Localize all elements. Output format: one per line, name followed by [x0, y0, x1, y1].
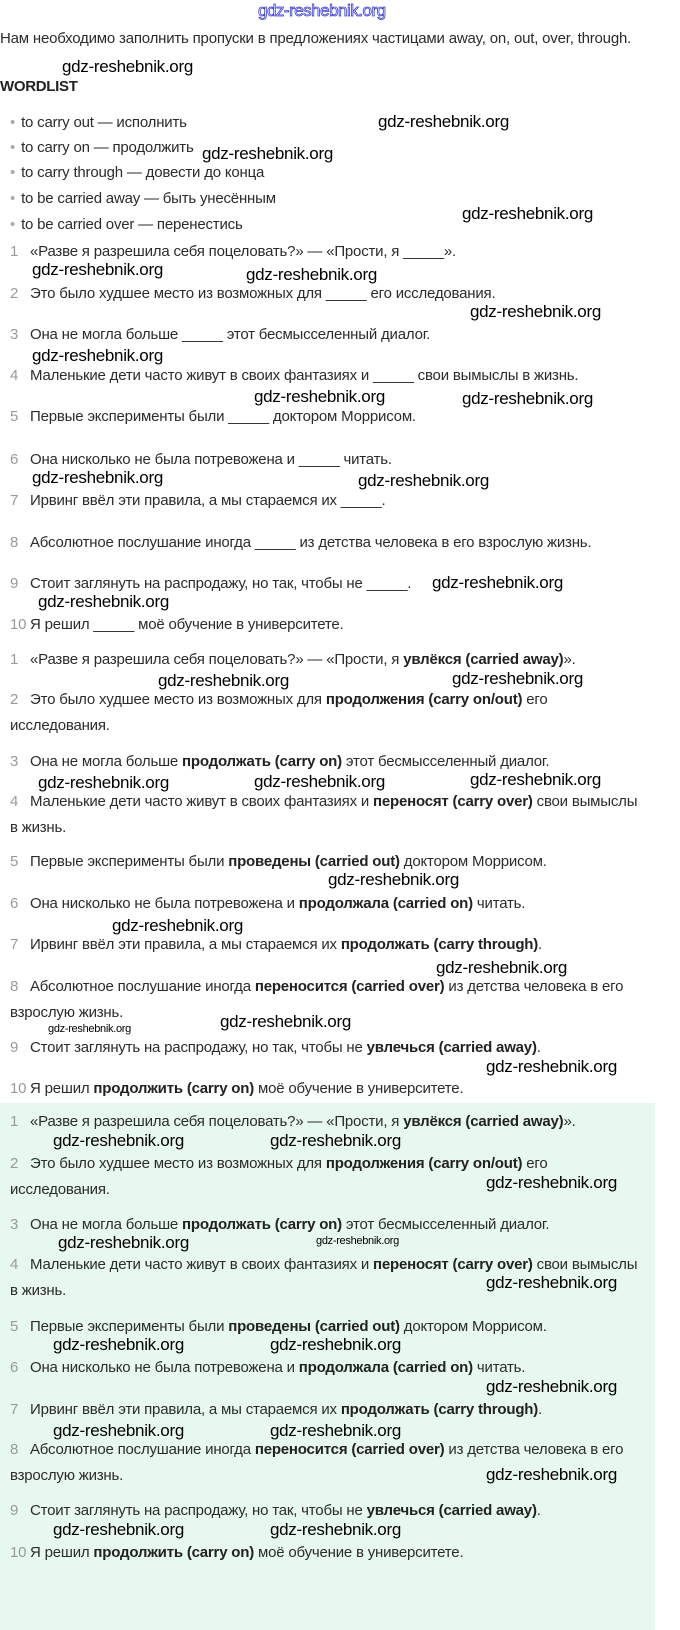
site-logo: gdz-reshebnik.org [258, 1, 386, 20]
answer-text-after: из детства человека в его взрослую жизнь. [10, 1441, 624, 1484]
item-number: 2 [10, 1155, 19, 1172]
item-text: Это было худшее место из возможных для _____ его исследования. [30, 285, 496, 302]
answer-text-before: Стоит заглянуть на распродажу, но так, чтобы не [30, 1502, 367, 1519]
watermark: gdz-reshebnik.org [202, 144, 333, 163]
answer-highlight: продолжения (carry on/out) [325, 1155, 523, 1172]
answer-text-after: моё обучение в университете. [254, 1080, 464, 1097]
watermark: gdz-reshebnik.org [220, 1012, 351, 1031]
answer-highlight: продолжала (carried on) [298, 895, 473, 912]
watermark: gdz-reshebnik.org [486, 1465, 617, 1484]
answer-text-before: «Разве я разрешила себя поцеловать?» — «Прости, я [30, 1113, 404, 1130]
watermark: gdz-reshebnik.org [436, 958, 567, 977]
item-number: 7 [10, 936, 19, 953]
watermark: gdz-reshebnik.org [486, 1173, 617, 1192]
answer-highlight: продолжить (carry on) [93, 1080, 255, 1097]
watermark: gdz-reshebnik.org [462, 389, 593, 408]
watermark: gdz-reshebnik.org [53, 1131, 184, 1150]
answer-text-before: Я решил [30, 1544, 94, 1561]
watermark: gdz-reshebnik.org [270, 1131, 401, 1150]
item-number: 5 [10, 408, 19, 425]
answer-item [10, 789, 640, 841]
wordlist-item [10, 164, 264, 181]
item-number: 8 [10, 1441, 19, 1458]
answer-text-after: моё обучение в университете. [254, 1544, 464, 1561]
watermark: gdz-reshebnik.org [62, 57, 193, 76]
exercise-item [10, 488, 640, 514]
answer-highlight: переносят (carry over) [372, 793, 533, 810]
item-number: 4 [10, 367, 19, 384]
answer-text-after: . [538, 1401, 543, 1418]
answer-text-before: Она не могла больше [30, 753, 183, 770]
item-text: Маленькие дети часто живут в своих фантазиях и _____ свои вымыслы в жизнь. [30, 367, 579, 384]
bullet-icon: • [10, 164, 16, 181]
item-text: Она не могла больше _____ этот бесмысселенный диалог. [30, 326, 431, 343]
answer-text-after: доктором Моррисом. [399, 1318, 547, 1335]
wordlist-item [10, 190, 276, 207]
answer-text-before: Это было худшее место из возможных для [30, 691, 326, 708]
answer-text-before: Она нисколько не была потревожена и [30, 895, 299, 912]
answer-text-before: Первые эксперименты были [30, 853, 229, 870]
answer-text-before: Маленькие дети часто живут в своих фантазиях и [30, 793, 373, 810]
item-number: 10 [10, 1544, 27, 1561]
item-number: 6 [10, 451, 19, 468]
item-number: 2 [10, 285, 19, 302]
answer-highlight: продолжать (carry on) [182, 753, 342, 770]
watermark: gdz-reshebnik.org [38, 592, 169, 611]
watermark: gdz-reshebnik.org [112, 916, 243, 935]
answer-text-after: его исследования. [10, 691, 548, 734]
answer-highlight: переносят (carry over) [372, 1256, 533, 1273]
watermark: gdz-reshebnik.org [53, 1520, 184, 1539]
task-description [0, 27, 660, 51]
answer-text-before: Маленькие дети часто живут в своих фантазиях и [30, 1256, 373, 1273]
answer-text-before: Стоит заглянуть на распродажу, но так, чтобы не [30, 1039, 367, 1056]
answer-text-before: Она нисколько не была потревожена и [30, 1359, 299, 1376]
item-text: Абсолютное послушание иногда _____ из детства человека в его взрослую жизнь. [30, 534, 592, 551]
watermark: gdz-reshebnik.org [254, 387, 385, 406]
item-number: 2 [10, 691, 19, 708]
answer-text-after: . [536, 1039, 541, 1056]
answer-item [10, 932, 640, 958]
exercise-item [10, 530, 640, 556]
item-text: «Разве я разрешила себя поцеловать?» — «Прости, я _____». [30, 243, 456, 260]
answer-highlight: увлёкся (carried away) [403, 1113, 564, 1130]
item-number: 4 [10, 1256, 19, 1273]
answer-text-before: Это было худшее место из возможных для [30, 1155, 326, 1172]
item-number: 10 [10, 616, 27, 633]
watermark: gdz-reshebnik.org [38, 773, 169, 792]
item-text: Она нисколько не была потревожена и _____ читать. [30, 451, 392, 468]
answer-text-before: Первые эксперименты были [30, 1318, 229, 1335]
answer-text-after: доктором Моррисом. [399, 853, 547, 870]
answer-text-after: свои вымыслы в жизнь. [10, 1256, 638, 1299]
item-text: Ирвинг ввёл эти правила, а мы стараемся их _____. [30, 492, 386, 509]
exercise-item [10, 612, 640, 638]
item-number: 1 [10, 243, 19, 260]
answer-highlight: проведены (carried out) [228, 1318, 400, 1335]
answer-highlight: проведены (carried out) [228, 853, 400, 870]
wordlist-item [10, 216, 243, 233]
answer-highlight: продолжения (carry on/out) [325, 691, 523, 708]
answer-text-after: . [538, 936, 543, 953]
wordlist-item-text: to be carried away — быть унесённым [21, 190, 276, 207]
answer-text-after: свои вымыслы в жизнь. [10, 793, 638, 836]
task-description-text: Нам необходимо заполнить пропуски в предложениях частицами away, on, out, over, through. [0, 30, 632, 47]
answer-highlight: продолжить (carry on) [93, 1544, 255, 1561]
answer-highlight: переносится (carried over) [254, 978, 445, 995]
answer-highlighted-item [10, 1397, 640, 1423]
item-number: 8 [10, 978, 19, 995]
answer-text-after: этот бесмысселенный диалог. [341, 1216, 550, 1233]
watermark: gdz-reshebnik.org [452, 669, 583, 688]
answer-highlight: увлечься (carried away) [366, 1502, 537, 1519]
answer-text-after: читать. [472, 1359, 526, 1376]
item-number: 10 [10, 1080, 27, 1097]
watermark: gdz-reshebnik.org [316, 1235, 399, 1247]
item-number: 5 [10, 1318, 19, 1335]
answer-text-after: читать. [472, 895, 526, 912]
answer-text-after: ». [563, 1113, 576, 1130]
answer-item [10, 891, 640, 917]
item-number: 9 [10, 1502, 19, 1519]
item-number: 1 [10, 1113, 19, 1130]
item-number: 7 [10, 1401, 19, 1418]
item-text: Стоит заглянуть на распродажу, но так, чтобы не _____. [30, 575, 412, 592]
item-number: 9 [10, 1039, 19, 1056]
watermark: gdz-reshebnik.org [32, 260, 163, 279]
item-text: Первые эксперименты были _____ доктором Моррисом. [30, 408, 416, 425]
item-number: 6 [10, 1359, 19, 1376]
exercise-item [10, 322, 640, 348]
wordlist-item-text: to carry through — довести до конца [21, 164, 265, 181]
watermark: gdz-reshebnik.org [246, 265, 377, 284]
answer-text-after: этот бесмысселенный диалог. [341, 753, 550, 770]
watermark: gdz-reshebnik.org [328, 870, 459, 889]
answer-item [10, 687, 640, 739]
watermark: gdz-reshebnik.org [378, 112, 509, 131]
answer-highlight: увлечься (carried away) [366, 1039, 537, 1056]
answer-text-after: его исследования. [10, 1155, 548, 1198]
item-number: 3 [10, 1216, 19, 1233]
watermark: gdz-reshebnik.org [486, 1377, 617, 1396]
wordlist-item-text: to carry on — продолжить [21, 139, 194, 156]
item-number: 5 [10, 853, 19, 870]
answer-text-before: Ирвинг ввёл эти правила, а мы стараемся их [30, 936, 341, 953]
watermark: gdz-reshebnik.org [486, 1057, 617, 1076]
answer-text-before: Я решил [30, 1080, 94, 1097]
watermark: gdz-reshebnik.org [158, 671, 289, 690]
watermark: gdz-reshebnik.org [58, 1233, 189, 1252]
answer-item [10, 1076, 640, 1102]
answer-highlight: увлёкся (carried away) [403, 651, 564, 668]
item-text: Я решил _____ моё обучение в университете. [30, 616, 344, 633]
watermark: gdz-reshebnik.org [53, 1421, 184, 1440]
bullet-icon: • [10, 114, 16, 131]
answer-text-before: Она не могла больше [30, 1216, 183, 1233]
answer-highlight: продолжать (carry on) [182, 1216, 342, 1233]
answer-text-before: Абсолютное послушание иногда [30, 1441, 255, 1458]
exercise-item [10, 363, 640, 389]
watermark: gdz-reshebnik.org [470, 770, 601, 789]
item-number: 4 [10, 793, 19, 810]
watermark: gdz-reshebnik.org [32, 468, 163, 487]
watermark: gdz-reshebnik.org [53, 1335, 184, 1354]
answer-text-after: из детства человека в его взрослую жизнь. [10, 978, 624, 1021]
answer-highlight: продолжать (carry through) [340, 1401, 539, 1418]
item-number: 3 [10, 753, 19, 770]
watermark: gdz-reshebnik.org [470, 302, 601, 321]
watermark: gdz-reshebnik.org [462, 204, 593, 223]
bullet-icon: • [10, 216, 16, 233]
wordlist-title-text: WORDLIST [0, 78, 78, 95]
wordlist-item-text: to be carried over — перенестись [21, 216, 243, 233]
answer-text-before: Ирвинг ввёл эти правила, а мы стараемся их [30, 1401, 341, 1418]
watermark: gdz-reshebnik.org [32, 346, 163, 365]
answer-highlight: переносится (carried over) [254, 1441, 445, 1458]
item-number: 9 [10, 575, 19, 592]
item-number: 3 [10, 326, 19, 343]
bullet-icon: • [10, 190, 16, 207]
answer-item [10, 849, 640, 875]
wordlist-item [10, 139, 194, 156]
item-number: 1 [10, 651, 19, 668]
watermark: gdz-reshebnik.org [432, 573, 563, 592]
item-number: 6 [10, 895, 19, 912]
wordlist-title [0, 78, 78, 95]
answer-highlight: продолжать (carry through) [340, 936, 539, 953]
watermark: gdz-reshebnik.org [270, 1421, 401, 1440]
watermark: gdz-reshebnik.org [486, 1273, 617, 1292]
answer-highlight: продолжала (carried on) [298, 1359, 473, 1376]
watermark: gdz-reshebnik.org [358, 471, 489, 490]
watermark: gdz-reshebnik.org [270, 1520, 401, 1539]
answer-text-after: . [536, 1502, 541, 1519]
wordlist-item [10, 114, 187, 131]
item-number: 8 [10, 534, 19, 551]
answer-text-before: Абсолютное послушание иногда [30, 978, 255, 995]
bullet-icon: • [10, 139, 16, 156]
watermark: gdz-reshebnik.org [48, 1023, 131, 1035]
answer-text-after: ». [563, 651, 576, 668]
answer-text-before: «Разве я разрешила себя поцеловать?» — «Прости, я [30, 651, 404, 668]
wordlist-item-text: to carry out — исполнить [21, 114, 187, 131]
watermark: gdz-reshebnik.org [270, 1335, 401, 1354]
item-number: 7 [10, 492, 19, 509]
answer-highlighted-item [10, 1540, 640, 1566]
watermark: gdz-reshebnik.org [254, 772, 385, 791]
